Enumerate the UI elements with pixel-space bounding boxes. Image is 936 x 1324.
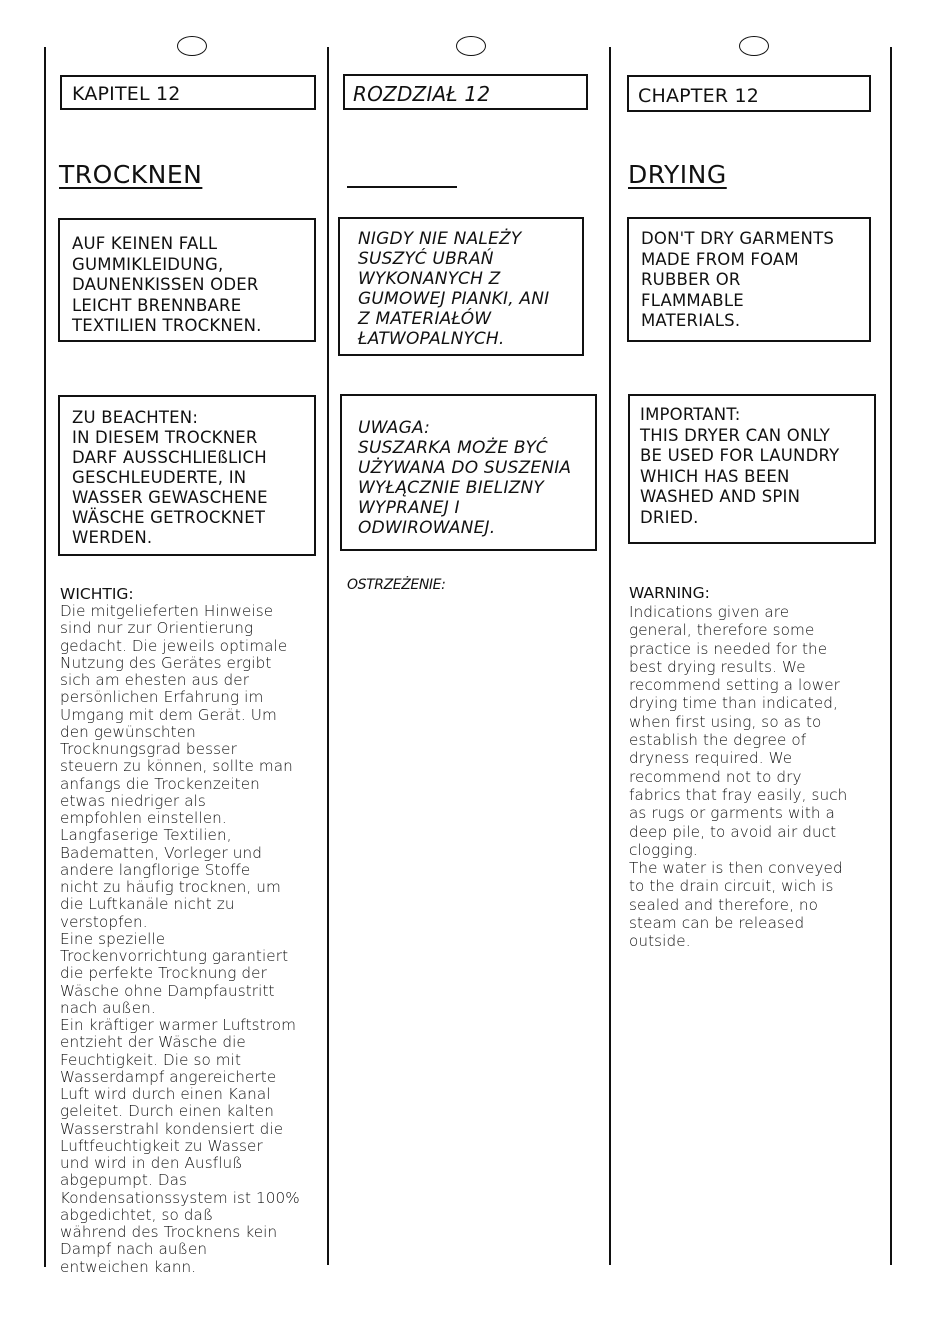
column-divider-2 [609, 47, 611, 1265]
body-label-pl: OSTRZEŻENIE: [347, 577, 446, 593]
chapter-title-pl: ROZDZIAŁ 12 [343, 74, 588, 110]
note-box-en: IMPORTANT: THIS DRYER CAN ONLY BE USED FOR LAUNDRY WHICH HAS BEEN WASHED AND SPIN DRIED. [628, 394, 876, 544]
body-text-en: Indications given are general, therefore some practice is needed for the best drying results. We recommend setting a lower drying time than indicated, when first using, so as to establish the degree of dryness required. We recommend not to dry fabrics that fray easily, such as rugs or garments with a deep pile, to avoid air duct clogging. The water is then conveyed to the drain circuit, wich is sealed and therefore, no steam can be released outside. [629, 603, 848, 951]
column-divider-right [890, 47, 892, 1265]
note-box-de: ZU BEACHTEN: IN DIESEM TROCKNER DARF AUSSCHLIEßLICH GESCHLEUDERTE, IN WASSER GEWASCHENE WÄSCHE GETROCKNET WERDEN. [58, 395, 316, 556]
note-box-pl: UWAGA: SUSZARKA MOŻE BYĆ UŻYWANA DO SUSZENIA WYŁĄCZNIE BIELIZNY WYPRANEJ I ODWIROWANEJ. [340, 394, 597, 551]
chapter-title-de: KAPITEL 12 [60, 75, 316, 110]
language-flag-icon-pl [456, 36, 486, 56]
column-divider-left [44, 47, 46, 1267]
body-text-de: Die mitgelieferten Hinweise sind nur zur Orientierung gedacht. Die jeweils optimale Nutzung des Gerätes ergibt sich am ehesten aus der persönlichen Erfahrung im Umgang mit dem Gerät. Um den gewünschten Trocknungsgrad besser steuern zu können, sollte man anfangs die Trockenzeiten etwas niedriger als empfohlen einstellen. Langfaserige Textilien, Badematten, Vorleger und andere langflorige Stoffe nicht zu häufig trocknen, um die Luftkanäle nicht zu verstopfen. Eine spezielle Trockenvorrichtung garantiert die perfekte Trocknung der Wäsche ohne Dampfaustritt nach außen. Ein kräftiger warmer Luftstrom entzieht der Wäsche die Feuchtigkeit. Die so mit Wasserdampf angereicherte Luft wird durch einen Kanal geleitet. Durch einen kalten Wasserstrahl kondensiert die Luftfeuchtigkeit zu Wasser und wird in den Ausfluß abgepumpt. Das Kondensationssystem ist 100% abgedichtet, so daß während des Trocknens kein Dampf nach außen entweichen kann. [60, 602, 300, 1276]
section-heading-en: DRYING [628, 160, 727, 189]
warning-box-pl: NIGDY NIE NALEŻY SUSZYĆ UBRAŃ WYKONANYCH Z GUMOWEJ PIANKI, ANI Z MATERIAŁÓW ŁATWOPALNYCH. [338, 217, 584, 356]
section-heading-underline-pl [347, 186, 457, 188]
language-flag-icon-de [177, 36, 207, 56]
language-flag-icon-en [739, 36, 769, 56]
warning-box-en: DON'T DRY GARMENTS MADE FROM FOAM RUBBER OR FLAMMABLE MATERIALS. [627, 217, 871, 342]
column-divider-1 [327, 47, 329, 1265]
section-heading-de: TROCKNEN [59, 160, 203, 189]
body-label-de: WICHTIG: [60, 585, 134, 603]
body-label-en: WARNING: [629, 584, 710, 602]
chapter-title-en: CHAPTER 12 [627, 75, 871, 112]
warning-box-de: AUF KEINEN FALL GUMMIKLEIDUNG, DAUNENKISSEN ODER LEICHT BRENNBARE TEXTILIEN TROCKNEN. [58, 218, 316, 342]
